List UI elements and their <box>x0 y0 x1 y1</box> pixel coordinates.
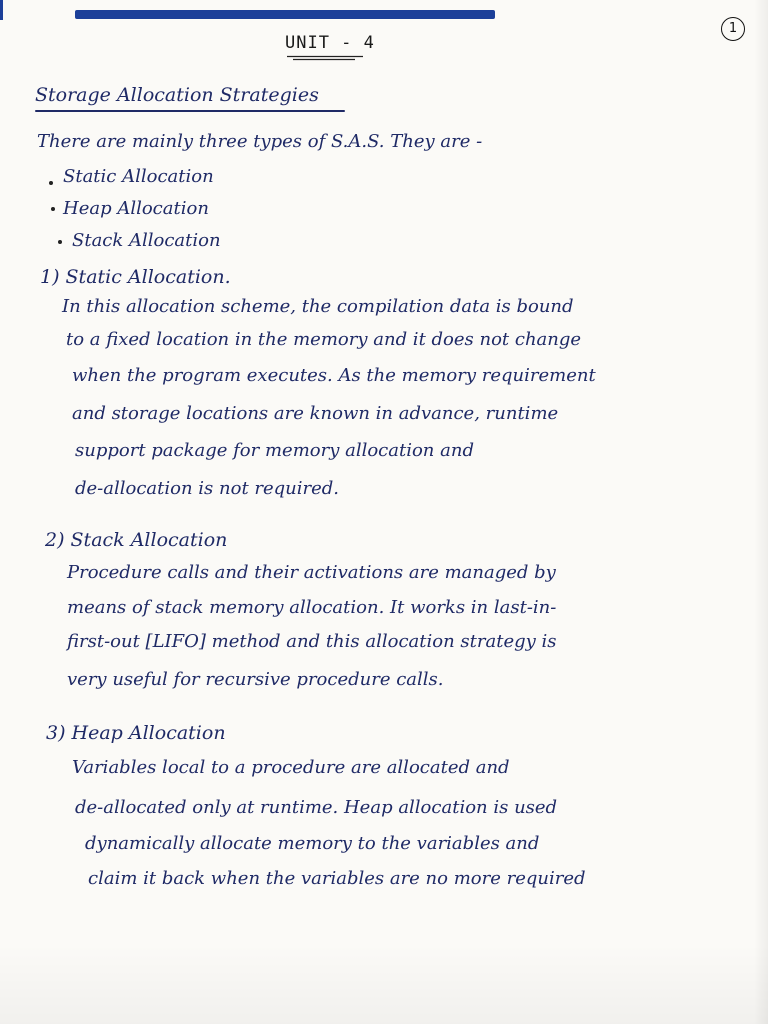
section-text-line: claim it back when the variables are no more required <box>88 868 586 889</box>
type-list-item: Heap Allocation <box>63 198 209 219</box>
page-shadow-bottom <box>0 944 768 1024</box>
section-heading: 3) Heap Allocation <box>46 722 226 744</box>
section-heading: 2) Stack Allocation <box>45 529 228 551</box>
section-text-line: first-out [LIFO] method and this allocation strategy is <box>67 631 557 652</box>
title-underline <box>35 110 345 112</box>
section-text-line: dynamically allocate memory to the variables and <box>85 833 540 854</box>
section-text-line: means of stack memory allocation. It works in last-in- <box>67 597 557 618</box>
section-text-line: Procedure calls and their activations are managed by <box>67 562 556 583</box>
page-shadow-right <box>754 0 768 1024</box>
section-text-line: to a fixed location in the memory and it does not change <box>66 329 582 350</box>
section-text-line: very useful for recursive procedure calls. <box>67 669 444 690</box>
section-text-line: de-allocation is not required. <box>75 478 340 499</box>
bullet-dot <box>51 207 55 211</box>
section-text-line: de-allocated only at runtime. Heap allocation is used <box>75 797 558 818</box>
page-left-edge <box>0 0 3 20</box>
page-top-stripe <box>75 10 495 19</box>
section-text-line: support package for memory allocation and <box>75 440 474 461</box>
type-list-item: Static Allocation <box>63 166 214 187</box>
unit-title-underline <box>285 55 370 61</box>
unit-title: UNIT - 4 <box>285 33 375 53</box>
section-heading: 1) Static Allocation. <box>40 266 231 288</box>
page-title: Storage Allocation Strategies <box>35 84 319 106</box>
section-text-line: In this allocation scheme, the compilation data is bound <box>62 296 574 317</box>
section-text-line: when the program executes. As the memory requirement <box>72 365 596 386</box>
intro-text: There are mainly three types of S.A.S. They are - <box>37 131 483 152</box>
page-number: 1 <box>721 17 745 41</box>
type-list-item: Stack Allocation <box>72 230 221 251</box>
section-text-line: Variables local to a procedure are allocated and <box>72 757 510 778</box>
section-text-line: and storage locations are known in advance, runtime <box>72 403 559 424</box>
bullet-dot <box>58 240 62 244</box>
bullet-dot <box>49 181 53 185</box>
